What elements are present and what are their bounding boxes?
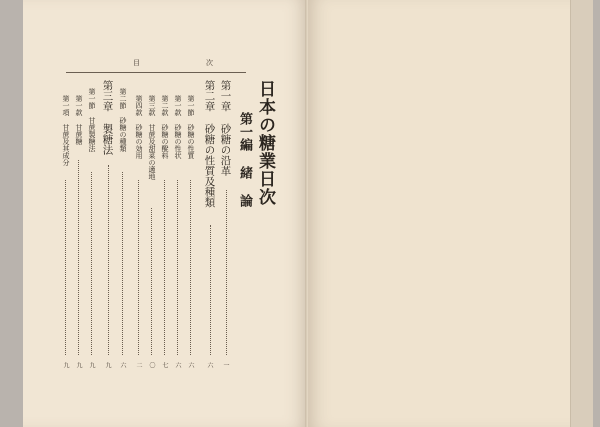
page-number: 一 [222, 362, 229, 368]
page-number: 二 [135, 362, 142, 368]
right-page [308, 0, 570, 427]
toc-entry-5: 第二款 砂糖の醗料 [161, 95, 169, 159]
page-number: 六 [119, 362, 126, 368]
leader-dots [138, 180, 139, 355]
toc-entry-10: 第一節 甘蔗製糖法 [88, 88, 96, 152]
page-number: 六 [187, 362, 194, 368]
page-number: 六 [206, 362, 213, 368]
leader-dots [91, 172, 92, 355]
toc-entry-7: 第四款 砂糖の効用 [135, 95, 143, 159]
page-number: 〇 [148, 362, 155, 368]
leader-dots [65, 180, 66, 355]
page-number: 九 [75, 362, 82, 368]
leader-dots [164, 180, 165, 355]
book-spread [8, 0, 592, 427]
leader-dots [122, 172, 123, 355]
toc-entry-2: 第二章 砂糖の性質及種類 [203, 80, 216, 208]
toc-entry-8: 第二節 砂糖の種類 [119, 88, 127, 152]
leader-dots [210, 225, 211, 355]
toc-entry-4: 第一款 砂糖の性状 [174, 95, 182, 159]
leader-dots [78, 160, 79, 355]
toc-entry-9: 第三章 製糖法 [101, 80, 114, 155]
page-number: 九 [104, 362, 111, 368]
page-header-right: 次 [206, 59, 213, 67]
part-heading: 第一編 緒 論 [237, 112, 252, 207]
page-edges [570, 0, 593, 427]
page-number: 九 [88, 362, 95, 368]
page-number: 七 [161, 362, 168, 368]
toc-entry-1: 第一章 砂糖の沿革 [219, 80, 232, 176]
leader-dots [108, 165, 109, 355]
toc-entry-3: 第一節 砂糖の性質 [187, 95, 195, 159]
toc-entry-12: 第一項 甘蔗及其成分 [62, 95, 70, 166]
leader-dots [190, 180, 191, 355]
leader-dots [151, 208, 152, 355]
leader-dots [226, 190, 227, 355]
page-number: 六 [174, 362, 181, 368]
page-header-left: 目 [133, 59, 140, 67]
header-rule [66, 72, 246, 73]
toc-entry-6: 第三款 甘蔗及甜菜の適地 [148, 95, 156, 180]
leader-dots [177, 180, 178, 355]
toc-entry-11: 第一款 甘蔗糖 [75, 95, 83, 145]
page-number: 九 [62, 362, 69, 368]
book-title: 日本の糖業日次 [255, 80, 275, 206]
